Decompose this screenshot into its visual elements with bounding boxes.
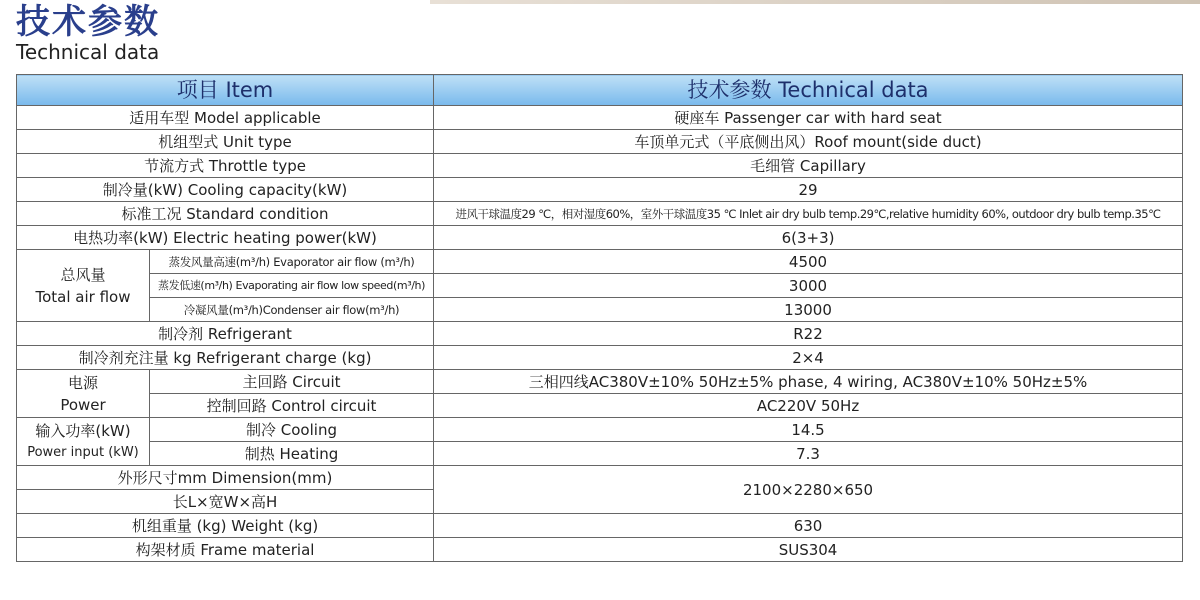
group-total-air-flow <box>17 250 150 322</box>
row-value: 2×4 <box>434 346 1183 370</box>
row-label: 电热功率(kW) Electric heating power(kW) <box>17 226 434 250</box>
table-row <box>17 538 1183 562</box>
row-value: 3000 <box>434 274 1183 298</box>
table-row <box>17 466 1183 490</box>
row-value: 630 <box>434 514 1183 538</box>
row-label: 蒸发低速(m³/h) Evaporating air flow low speed(m³/h) <box>150 274 434 298</box>
table-row <box>17 250 1183 274</box>
table-row <box>17 394 1183 418</box>
group-label-cn: 输入功率(kW) <box>35 421 131 440</box>
row-value: 2100×2280×650 <box>434 466 1183 514</box>
table-row <box>17 226 1183 250</box>
table-row <box>17 202 1183 226</box>
table-row <box>17 106 1183 130</box>
table-row <box>17 418 1183 442</box>
row-label: 机组重量 (kg) Weight (kg) <box>17 514 434 538</box>
row-label: 制冷 Cooling <box>150 418 434 442</box>
row-label: 制热 Heating <box>150 442 434 466</box>
table-row <box>17 322 1183 346</box>
group-power <box>17 370 150 418</box>
row-label: 蒸发风量高速(m³/h) Evaporator air flow (m³/h) <box>150 250 434 274</box>
group-label-en: Power input (kW) <box>27 444 139 460</box>
table-row <box>17 298 1183 322</box>
row-label: 构架材质 Frame material <box>17 538 434 562</box>
row-value: AC220V 50Hz <box>434 394 1183 418</box>
row-label: 适用车型 Model applicable <box>17 106 434 130</box>
row-value: 29 <box>434 178 1183 202</box>
row-sub-label: 长L×宽W×高H <box>17 490 434 514</box>
row-value: 进风干球温度29 ℃，相对湿度60%，室外干球温度35 ℃ Inlet air dry bulb temp.29℃,relative humidity 60%, outdoor dry bulb temp.35℃ <box>434 202 1183 226</box>
table-row <box>17 370 1183 394</box>
table-row <box>17 274 1183 298</box>
row-value: 13000 <box>434 298 1183 322</box>
row-label: 主回路 Circuit <box>150 370 434 394</box>
row-value: SUS304 <box>434 538 1183 562</box>
table-row <box>17 442 1183 466</box>
group-label-cn: 电源 <box>67 373 98 392</box>
table-row <box>17 346 1183 370</box>
page-title-cn: 技术参数 <box>16 2 160 42</box>
header-technical-data: 技术参数 Technical data <box>434 75 1183 106</box>
row-value: 7.3 <box>434 442 1183 466</box>
table-row <box>17 514 1183 538</box>
row-label: 制冷剂 Refrigerant <box>17 322 434 346</box>
row-label: 制冷量(kW) Cooling capacity(kW) <box>17 178 434 202</box>
group-label-cn: 总风量 <box>60 265 106 284</box>
row-label: 节流方式 Throttle type <box>17 154 434 178</box>
table-header-row <box>17 75 1183 106</box>
group-label-en: Total air flow <box>35 287 131 306</box>
row-label: 机组型式 Unit type <box>17 130 434 154</box>
spec-table <box>16 74 1183 562</box>
row-value: 4500 <box>434 250 1183 274</box>
row-value: 14.5 <box>434 418 1183 442</box>
row-value: 车顶单元式（平底侧出风）Roof mount(side duct) <box>434 130 1183 154</box>
table-row <box>17 130 1183 154</box>
row-value: 硬座车 Passenger car with hard seat <box>434 106 1183 130</box>
table-row <box>17 154 1183 178</box>
page-title-en: Technical data <box>16 40 160 64</box>
group-label-en: Power <box>60 395 106 414</box>
row-label: 外形尺寸mm Dimension(mm) <box>17 466 434 490</box>
group-power-input <box>17 418 150 466</box>
table-row <box>17 178 1183 202</box>
row-label: 冷凝风量(m³/h)Condenser air flow(m³/h) <box>150 298 434 322</box>
row-value: 三相四线AC380V±10% 50Hz±5% phase, 4 wiring, AC380V±10% 50Hz±5% <box>434 370 1183 394</box>
row-value: 毛细管 Capillary <box>434 154 1183 178</box>
row-label: 标准工况 Standard condition <box>17 202 434 226</box>
row-value: 6(3+3) <box>434 226 1183 250</box>
row-label: 控制回路 Control circuit <box>150 394 434 418</box>
row-value: R22 <box>434 322 1183 346</box>
top-decorative-line <box>430 0 1200 4</box>
header-item: 项目 Item <box>17 75 434 106</box>
row-label: 制冷剂充注量 kg Refrigerant charge (kg) <box>17 346 434 370</box>
